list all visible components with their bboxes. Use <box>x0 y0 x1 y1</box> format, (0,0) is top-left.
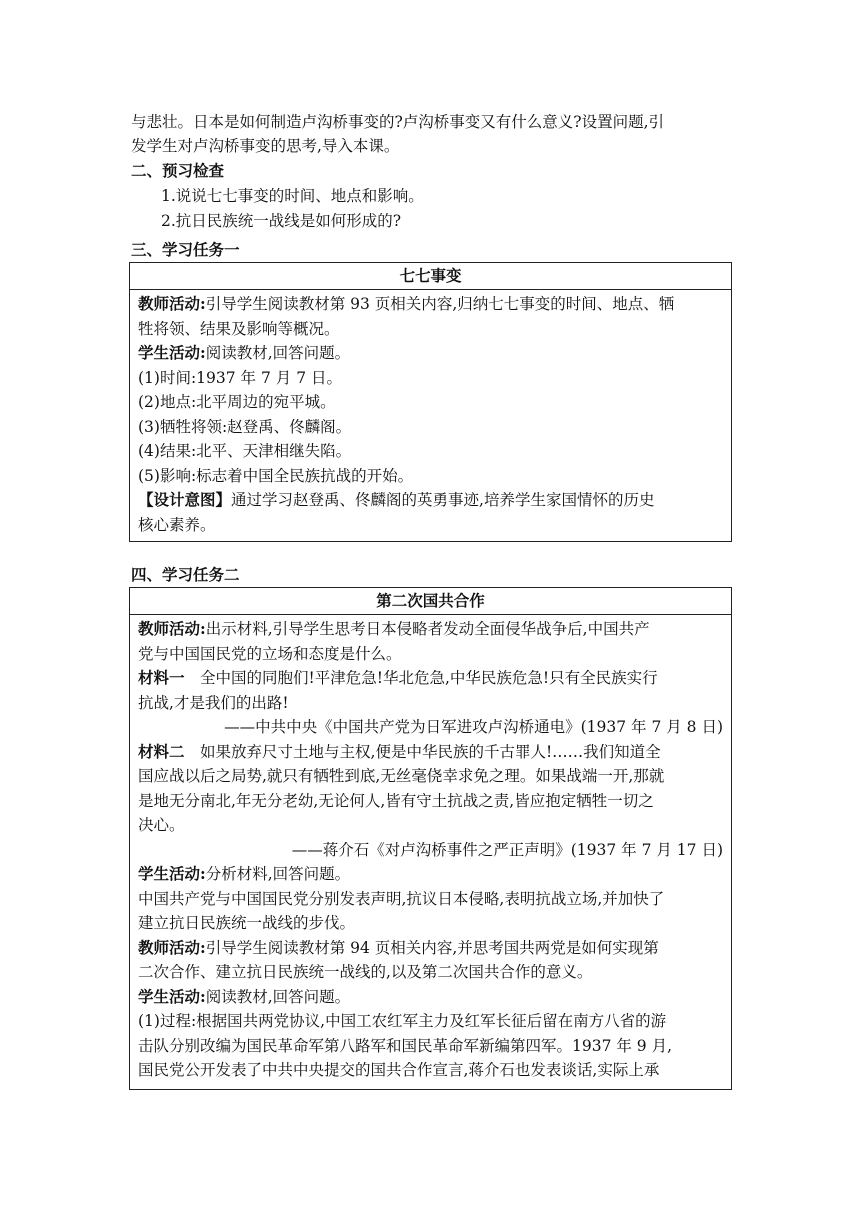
intro-line-1: 与悲壮。日本是如何制造卢沟桥事变的?卢沟桥事变又有什么意义?设置问题,引 <box>131 113 665 131</box>
material-1-source: ——中共中央《中国共产党为日军进攻卢沟桥通电》(1937 年 7 月 8 日) <box>224 718 723 736</box>
preview-question-1: 1.说说七七事变的时间、地点和影响。 <box>161 187 424 205</box>
student-answer-line-1: 中国共产党与中国国民党分别发表声明,抗议日本侵略,表明抗战立场,并加快了 <box>138 889 665 908</box>
section-heading-task-2: 四、学习任务二 <box>131 565 240 584</box>
material-2-text-cont-3: 决心。 <box>138 816 185 834</box>
teacher-activity-2-label: 教师活动: <box>138 937 206 957</box>
material-1-text-cont: 抗战,才是我们的出路! <box>138 693 289 712</box>
material-2-label: 材料二 <box>138 741 185 761</box>
task-1-table <box>129 262 732 542</box>
student-activity-2-text: 阅读教材,回答问题。 <box>205 987 351 1006</box>
preview-question-2: 2.抗日民族统一战线是如何形成的? <box>161 212 402 230</box>
teacher-activity-label: 教师活动: <box>138 294 206 313</box>
intro-line-2: 发学生对卢沟桥事变的思考,导入本课。 <box>131 137 400 155</box>
student-answer-line-2: 建立抗日民族统一战线的步伐。 <box>138 914 356 932</box>
answer-item-5: (5)影响:标志着中国全民族抗战的开始。 <box>138 466 414 485</box>
process-line-1: (1)过程:根据国共两党协议,中国工农红军主力及红军长征后留在南方八省的游 <box>138 1012 667 1030</box>
answer-item-4: (4)结果:北平、天津相继失陷。 <box>138 442 352 460</box>
task-2-table <box>129 587 732 1090</box>
material-2-text-cont-1: 国应战以后之局势,就只有牺牲到底,无丝毫侥幸求免之理。如果战端一开,那就 <box>138 767 665 785</box>
teacher-activity-text: 引导学生阅读教材第 93 页相关内容,归纳七七事变的时间、地点、牺 <box>205 295 675 313</box>
student-activity-text: 阅读教材,回答问题。 <box>205 344 351 362</box>
section-heading-task-1: 三、学习任务一 <box>131 240 240 259</box>
process-line-3: 国民党公开发表了中共中央提交的国共合作宣言,蒋介石也发表谈话,实际上承 <box>138 1061 660 1079</box>
design-intent-label: 【设计意图】 <box>138 490 232 509</box>
teacher-activity-text-cont: 党与中国国民党的立场和态度是什么。 <box>138 644 402 663</box>
teacher-activity-label: 教师活动: <box>138 619 206 638</box>
student-activity-text: 分析材料,回答问题。 <box>205 865 351 883</box>
teacher-activity-text: 出示材料,引导学生思考日本侵略者发动全面侵华战争后,中国共产 <box>205 620 650 638</box>
task-2-table-title: 第二次国共合作 <box>130 588 731 615</box>
material-2-source: ——蒋介石《对卢沟桥事件之严正声明》(1937 年 7 月 17 日) <box>291 840 723 859</box>
design-intent-text-cont: 核心素养。 <box>138 515 216 534</box>
teacher-activity-text-cont: 牲将领、结果及影响等概况。 <box>138 319 340 338</box>
material-2-text: 如果放弃尺寸土地与主权,便是中华民族的千古罪人!……我们知道全 <box>184 742 661 761</box>
student-activity-label: 学生活动: <box>138 864 206 883</box>
material-2-text-cont-2: 是地无分南北,年无分老幼,无论何人,皆有守土抗战之责,皆应抱定牺牲一切之 <box>138 791 654 810</box>
task-1-table-title: 七七事变 <box>130 263 731 290</box>
student-activity-2-label: 学生活动: <box>138 986 206 1006</box>
answer-item-1: (1)时间:1937 年 7 月 7 日。 <box>138 368 342 387</box>
teacher-activity-2-text-cont: 二次合作、建立抗日民族统一战线的,以及第二次国共合作的意义。 <box>138 963 593 981</box>
answer-item-3: (3)牺牲将领:赵登禹、佟麟阁。 <box>138 417 352 436</box>
section-heading-preview: 二、预习检查 <box>131 161 225 180</box>
material-1-label: 材料一 <box>138 668 185 687</box>
student-activity-label: 学生活动: <box>138 343 206 362</box>
process-line-2: 击队分别改编为国民革命军第八路军和国民革命军新编第四军。1937 年 9 月, <box>138 1036 673 1055</box>
answer-item-2: (2)地点:北平周边的宛平城。 <box>138 393 336 411</box>
teacher-activity-2-text: 引导学生阅读教材第 94 页相关内容,并思考国共两党是如何实现第 <box>205 938 659 957</box>
material-1-text: 全中国的同胞们!平津危急!华北危急,中华民族危急!只有全民族实行 <box>184 669 658 687</box>
design-intent-text: 通过学习赵登禹、佟麟阁的英勇事迹,培养学生家国情怀的历史 <box>231 491 655 509</box>
